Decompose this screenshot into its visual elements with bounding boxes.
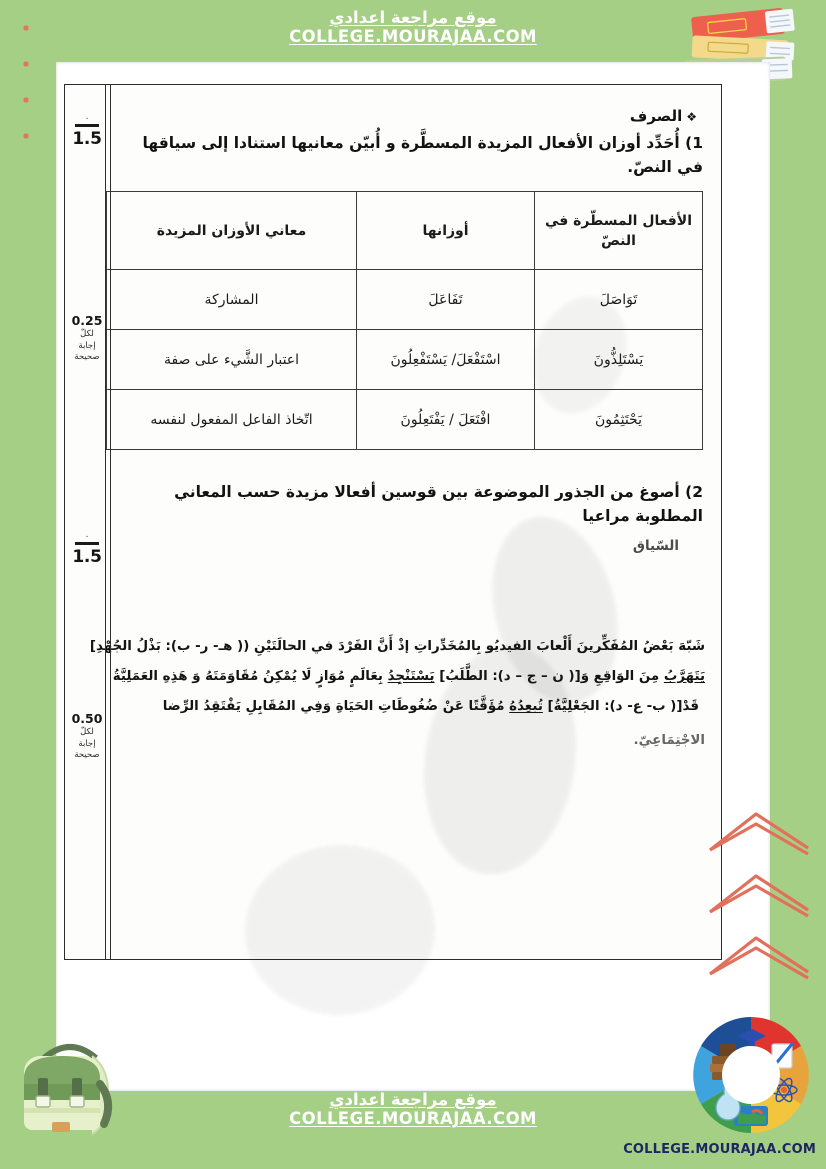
cell-verb: يَسْتَلِذُّونَ [535, 330, 703, 390]
chevron-up-icon [704, 870, 800, 916]
question-1 [131, 131, 703, 179]
marks-per-value-q2: 0.50 [71, 711, 103, 726]
section-title-label: الصرف [629, 107, 683, 125]
footer-brand [0, 1090, 826, 1129]
scanned-worksheet [64, 84, 722, 960]
exercise-line-2-mid: مِنَ الوَاقِعِ وَ[( ن – ج – د): الطَّلَبُ] [434, 669, 664, 684]
cell-meaning: المشاركة [107, 270, 357, 330]
marks-divider [75, 542, 99, 545]
exercise-verb-yastanjid: يَسْتَنْجِدُ [387, 669, 435, 684]
table-row [107, 390, 703, 450]
chevron-decorations [700, 808, 826, 1004]
section-title [131, 107, 697, 125]
marks-numerator-q1: . [85, 112, 89, 122]
bottom-right-url: COLLEGE.MOURAJAA.COM [623, 1142, 816, 1157]
marks-note-q2-3: صحيحة [74, 750, 100, 760]
cell-pattern: اسْتَفْعَلَ/ يَسْتَفْعِلُونَ [357, 330, 535, 390]
marks-total-q1: 1.5 [72, 129, 102, 149]
table-header-patterns: أوزانها [357, 192, 535, 270]
exercise-line-4: الاجْتِمَاعِيّ. [633, 733, 705, 748]
question-1-number: 1) [685, 134, 703, 152]
exercise-verb-tubiduhu: تُبعِدُهُ [509, 699, 543, 714]
marks-note-q1-2: إجابة [78, 340, 96, 351]
worksheet-body [89, 85, 721, 959]
marks-total-q2: 1.5 [72, 547, 102, 567]
chevron-up-icon [704, 808, 800, 854]
question-2-tail: السّياق [632, 538, 679, 554]
exercise-line-3 [135, 692, 699, 722]
table-row [107, 270, 703, 330]
chevron-up-icon [704, 932, 800, 978]
exercise-paragraph [89, 632, 705, 756]
marks-note-q2-2: إجابة [78, 738, 96, 749]
marks-per-answer-q2 [65, 709, 109, 761]
exercise-line-1: شَبّهَ بَعْضُ المُفَكِّرينَ أَلْعابَ الفيديُو بِالمُخَدِّراتِ إذْ أَنَّ الفَرْدَ في الحالَتَيْنِ (( هـ- ر- ب): بَذْلُ الجُهْدِ] [89, 639, 705, 654]
exercise-line-3-start: قَدْ[( ب- ع- د): الجَعْلِيَّةُ] [542, 699, 699, 714]
cell-pattern: افْتَعَلَ / يَفْتَعِلُونَ [357, 390, 535, 450]
footer-brand-arabic: موقع مراجعة اعدادي [329, 1090, 497, 1109]
exercise-line-2 [112, 662, 705, 692]
header-brand-arabic: موقع مراجعة اعدادي [329, 8, 497, 27]
question-2-text: أصوغ من الجذور الموضوعة بين قوسين أفعالا مزيدة حسب المعاني المطلوبة مراعيا [174, 483, 703, 525]
question-2-number: 2) [685, 483, 703, 501]
marks-note-q2-1: لكلّ [80, 727, 94, 737]
marks-per-value-q1: 0.25 [71, 313, 103, 328]
header-brand-url: COLLEGE.MOURAJAA.COM [289, 27, 537, 47]
table-header-row [107, 192, 703, 270]
marks-per-answer-q1 [65, 311, 109, 363]
marks-block-q1 [65, 113, 109, 149]
table-row [107, 330, 703, 390]
table-header-meanings: معاني الأوزان المزيدة [107, 192, 357, 270]
cell-verb: يَحْتَثِمُونَ [535, 390, 703, 450]
question-1-text: أُحَدِّد أوزان الأفعال المزيدة المسطَّرة و أُبيّن معانيها استنادا إلى سياقها في النصّ. [142, 134, 703, 176]
question-2-block [131, 480, 705, 554]
marks-note-q1-1: لكلّ [80, 329, 94, 339]
marks-column [65, 85, 109, 959]
cell-pattern: تَفَاعَلَ [357, 270, 535, 330]
marks-numerator-q2: . [85, 530, 89, 540]
cell-meaning: اعتبار الشَّيء على صفة [107, 330, 357, 390]
exercise-line-2-end: بِعَالَمٍ مُوَازٍ لَا يُمْكِنُ مُقَاوَمَتَهُ وَ هَذِهِ العَمَلِيَّةُ [112, 669, 388, 684]
cell-verb: تَوَاصَلَ [535, 270, 703, 330]
cell-meaning: اتّخاذ الفاعل المفعول لنفسه [107, 390, 357, 450]
morphology-table [106, 191, 703, 450]
bullet-icon: ❖ [686, 110, 697, 124]
exercise-verb-yatahrrab: يَتَهَرَّبُ [663, 669, 705, 684]
table-header-verbs: الأفعال المسطّرة في النصّ [535, 192, 703, 270]
footer-brand-url: COLLEGE.MOURAJAA.COM [289, 1109, 537, 1129]
exercise-line-3-end: مُؤَقَّتًا عَنْ ضُغُوطَاتِ الحَيَاةِ وَفِي المُقَابِلِ يَفْتَقِدُ الرِّضا [162, 699, 510, 714]
question-2 [131, 480, 703, 528]
marks-block-q2 [65, 531, 109, 567]
marks-note-q1-3: صحيحة [74, 352, 100, 362]
marks-divider [75, 124, 99, 127]
